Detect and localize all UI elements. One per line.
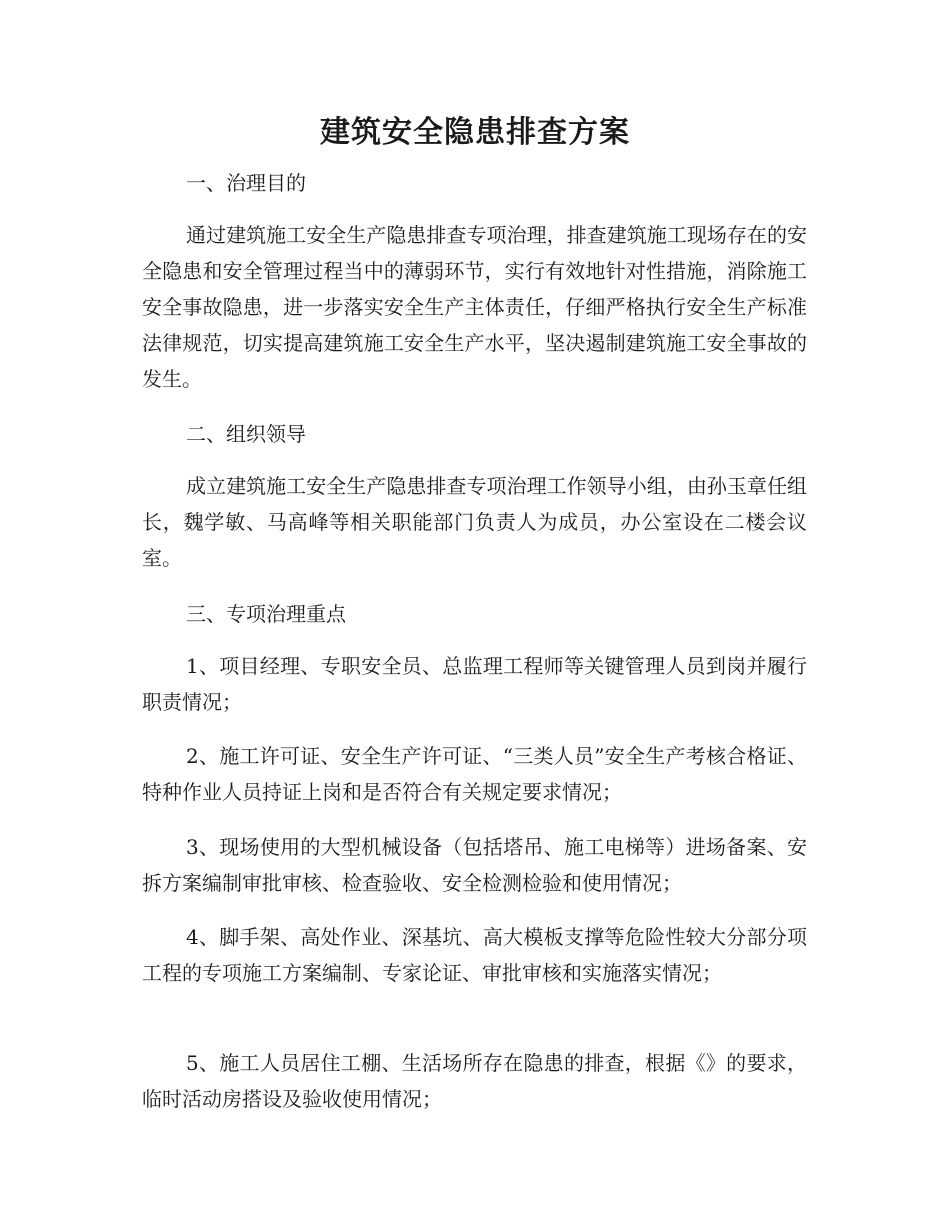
section-heading-1: 一、治理目的	[186, 171, 306, 195]
document-title: 建筑安全隐患排查方案	[320, 115, 630, 150]
list-item-5: 5、施工人员居住工棚、生活场所存在隐患的排查，根据《》的要求，临时活动房搭设及验收使用情况；	[142, 1051, 807, 1111]
list-item-3: 3、现场使用的大型机械设备（包括塔吊、施工电梯等）进场备案、安拆方案编制审批审核、检查验收、安全检测检验和使用情况；	[142, 835, 807, 895]
list-item-1: 1、项目经理、专职安全员、总监理工程师等关键管理人员到岗并履行职责情况；	[142, 654, 807, 714]
list-item-2: 2、施工许可证、安全生产许可证、“三类人员”安全生产考核合格证、特种作业人员持证上岗和是否符合有关规定要求情况；	[142, 744, 807, 804]
list-item-4: 4、脚手架、高处作业、深基坑、高大模板支撑等危险性较大分部分项工程的专项施工方案编制、专家论证、审批审核和实施落实情况；	[142, 925, 807, 985]
section-1-paragraph: 通过建筑施工安全生产隐患排查专项治理，排查建筑施工现场存在的安全隐患和安全管理过程当中的薄弱环节，实行有效地针对性措施，消除施工安全事故隐患，进一步落实安全生产主体责任，仔细严格执行安全生产标准法律规范，切实提高建筑施工安全生产水平，坚决遏制建筑施工安全事故的发生。	[142, 223, 807, 391]
section-heading-3: 三、专项治理重点	[186, 602, 346, 626]
section-heading-2: 二、组织领导	[186, 422, 306, 446]
section-2-paragraph: 成立建筑施工安全生产隐患排查专项治理工作领导小组，由孙玉章任组长，魏学敏、马高峰等相关职能部门负责人为成员，办公室设在二楼会议室。	[142, 474, 807, 570]
